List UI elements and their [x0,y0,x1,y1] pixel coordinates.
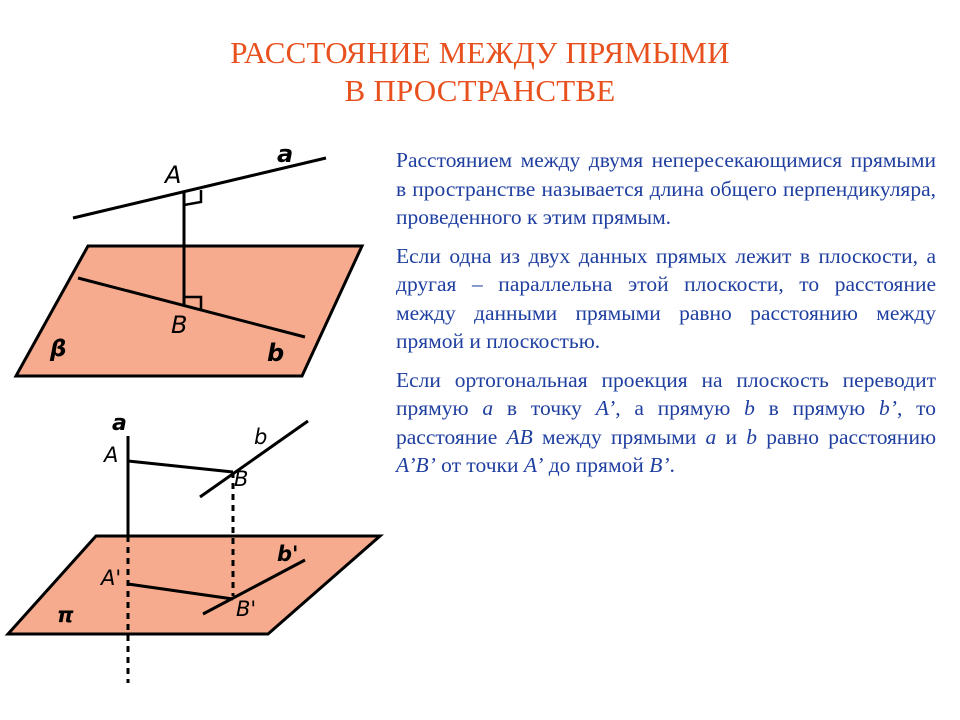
fig1-label-B: B [171,311,188,339]
p3-AB2: A’B’ [396,453,436,477]
fig2-label-B-prime: B' [236,597,257,621]
p3-s1: Если ортогональная проекция на плоскость переводит прямую [396,367,936,420]
p3-a2: a [705,424,717,449]
p3-b1: b [744,396,755,420]
paragraph-2: Если одна из двух данных прямых лежит в плоскости, а другая – параллельна этой плоскости, то расстояние между данными прямыми равно расстоянию между прямой и плоскостью. [396,243,936,353]
fig1-label-beta: β [50,336,67,362]
paragraph-1: Расстоянием между двумя непересекающимися прямыми в пространстве называется длина общего перпендикуляра, проведенного к этим прямым. [396,148,936,229]
p3-s6: между прямыми [532,424,706,449]
plane-beta [16,246,362,376]
fig2-label-b: b [254,425,268,449]
p3-A1: A’ [595,396,616,420]
p3-B2: B’ [649,453,670,477]
p3-s5: , то расстояние [396,396,936,449]
p3-b3: b [746,424,758,449]
fig2-label-b-prime: b' [277,542,299,566]
fig1-label-a: a [277,140,294,168]
fig2-label-A-prime: A' [101,566,122,590]
fig1-label-b: b [267,339,285,367]
definition-text [396,146,936,490]
figure-projection-plane-pi [0,400,390,690]
p3-A2: A’ [523,453,544,477]
paragraph-3 [396,366,936,480]
p3-s9: от точки [435,453,524,477]
figure-skew-lines-plane-beta [0,130,380,390]
title-line-1: РАССТОЯНИЕ МЕЖДУ ПРЯМЫМИ [230,35,730,70]
fig2-label-B: B [234,467,249,491]
p3-b2: b’ [879,396,897,420]
fig1-label-A: A [165,161,182,189]
p3-s7: и [716,424,747,449]
fig2-label-pi: π [57,603,74,627]
p3-s3: , а прямую [615,396,745,420]
p3-AB: AB [506,424,533,449]
page-title [0,34,960,110]
title-line-2: В ПРОСТРАНСТВЕ [344,73,616,108]
p3-a1: a [482,396,494,420]
p3-s11: . [669,453,675,477]
p3-s4: в прямую [754,396,880,420]
p3-s10: до прямой [543,453,650,477]
p3-s2: в точку [493,396,596,420]
fig2-label-a: a [112,411,127,436]
fig2-label-A: A [104,443,119,467]
p3-s8: равно расстоянию [757,424,937,449]
segment-AB [128,461,233,472]
